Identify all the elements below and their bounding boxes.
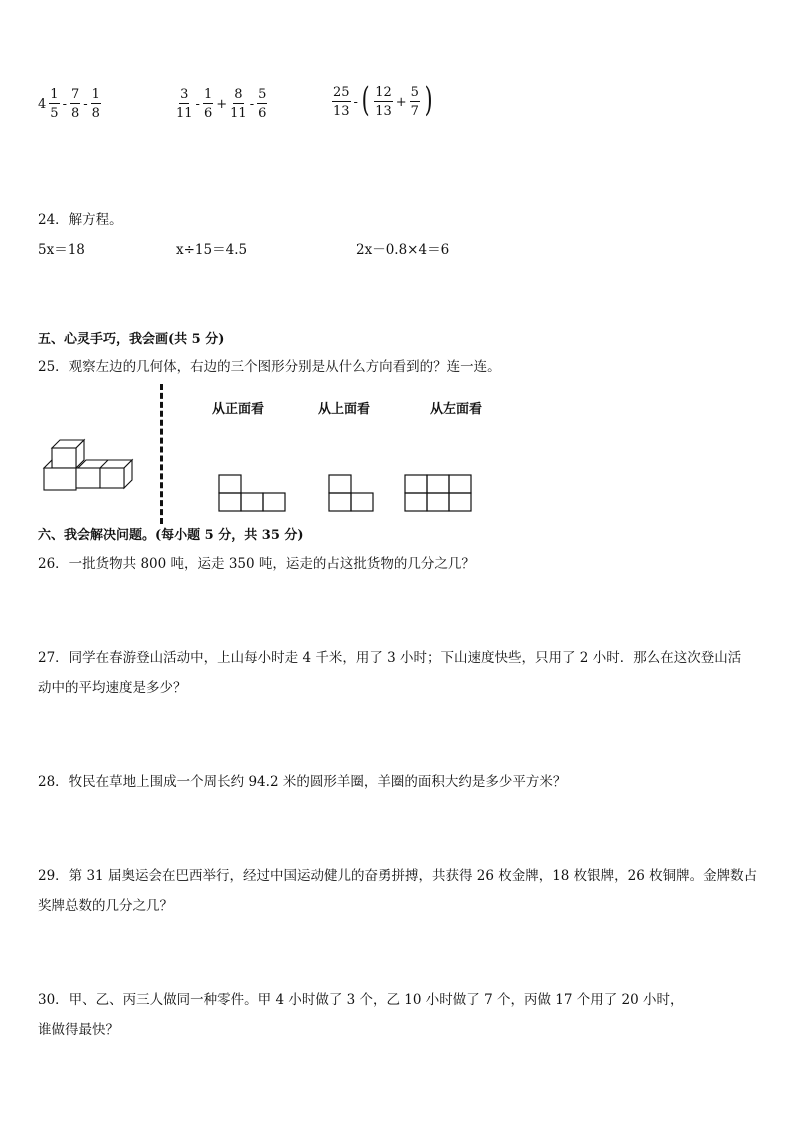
question-28: 28．牧民在草地上围成一个周长约 94.2 米的圆形羊圈，羊圈的面积大约是多少平方米？ (38, 774, 567, 790)
label-left-view: 从左面看 (430, 402, 483, 417)
operator: + (395, 94, 407, 110)
question-24-title: 24．解方程。 (38, 212, 123, 228)
left-paren: ( (361, 80, 370, 120)
question-29-line-1: 29．第 31 届奥运会在巴西举行，经过中国运动健儿的奋勇拼搏，共获得 26 枚金牌，18 枚银牌，26 枚铜牌。金牌数占 (38, 868, 758, 884)
label-front-view: 从正面看 (212, 402, 265, 417)
equation-1: 5x＝18 (38, 242, 85, 258)
fraction: $\frac{3}{11}$ (176, 87, 193, 121)
question-30-line-2: 谁做得最快？ (38, 1022, 119, 1038)
question-26: 26．一批货物共 800 吨，运走 350 吨，运走的占这批货物的几分之几？ (38, 556, 475, 572)
question-27-line-1: 27．同学在春游登山活动中，上山每小时走 4 千米，用了 3 小时；下山速度快些，只用了 2 小时．那么在这次登山活 (38, 650, 742, 666)
section-5-heading: 五、心灵手巧，我会画(共 5 分) (38, 332, 225, 347)
operator: + (216, 96, 228, 112)
fraction: $\frac{12}{13}$ (375, 85, 392, 119)
fraction: $\frac{7}{8}$ (70, 87, 80, 121)
fraction: $\frac{25}{13}$ (333, 85, 350, 119)
equation-2: x÷15＝4.5 (176, 242, 248, 258)
operator: - (195, 96, 200, 112)
divider-dashed-line (160, 384, 163, 524)
fraction: $\frac{1}{5}$ (50, 87, 59, 121)
calc-expression-1 (38, 88, 103, 120)
view-shape-2[interactable] (328, 474, 376, 514)
question-25-title: 25．观察左边的几何体，右边的三个图形分别是从什么方向看到的？连一连。 (38, 359, 501, 375)
question-29-line-2: 奖牌总数的几分之几？ (38, 898, 173, 914)
operator: - (249, 96, 255, 112)
calc-expression-2 (174, 88, 269, 120)
fraction: $\frac{1}{6}$ (203, 87, 213, 121)
fraction: $\frac{1}{8}$ (91, 87, 100, 121)
whole-number: 4 (38, 96, 47, 112)
question-30-line-1: 30．甲、乙、丙三人做同一种零件。甲 4 小时做了 3 个，乙 10 小时做了 7 个，丙做 17 个用了 20 小时， (38, 992, 684, 1008)
calc-expression-3 (330, 80, 435, 120)
fraction: $\frac{5}{6}$ (258, 87, 267, 121)
view-shape-3[interactable] (404, 474, 474, 514)
label-top-view: 从上面看 (318, 402, 371, 417)
fraction: $\frac{8}{11}$ (230, 87, 247, 121)
right-paren: ) (424, 80, 433, 120)
fraction: $\frac{5}{7}$ (410, 85, 419, 119)
question-27-line-2: 动中的平均速度是多少？ (38, 680, 187, 696)
section-6-heading: 六、我会解决问题。(每小题 5 分，共 35 分) (38, 528, 304, 543)
operator: - (83, 96, 88, 112)
equation-3: 2x－0.8×4＝6 (356, 242, 450, 258)
view-shape-1[interactable] (218, 474, 288, 514)
operator: - (353, 94, 358, 110)
solid-figure (40, 436, 145, 498)
operator: - (62, 96, 67, 112)
